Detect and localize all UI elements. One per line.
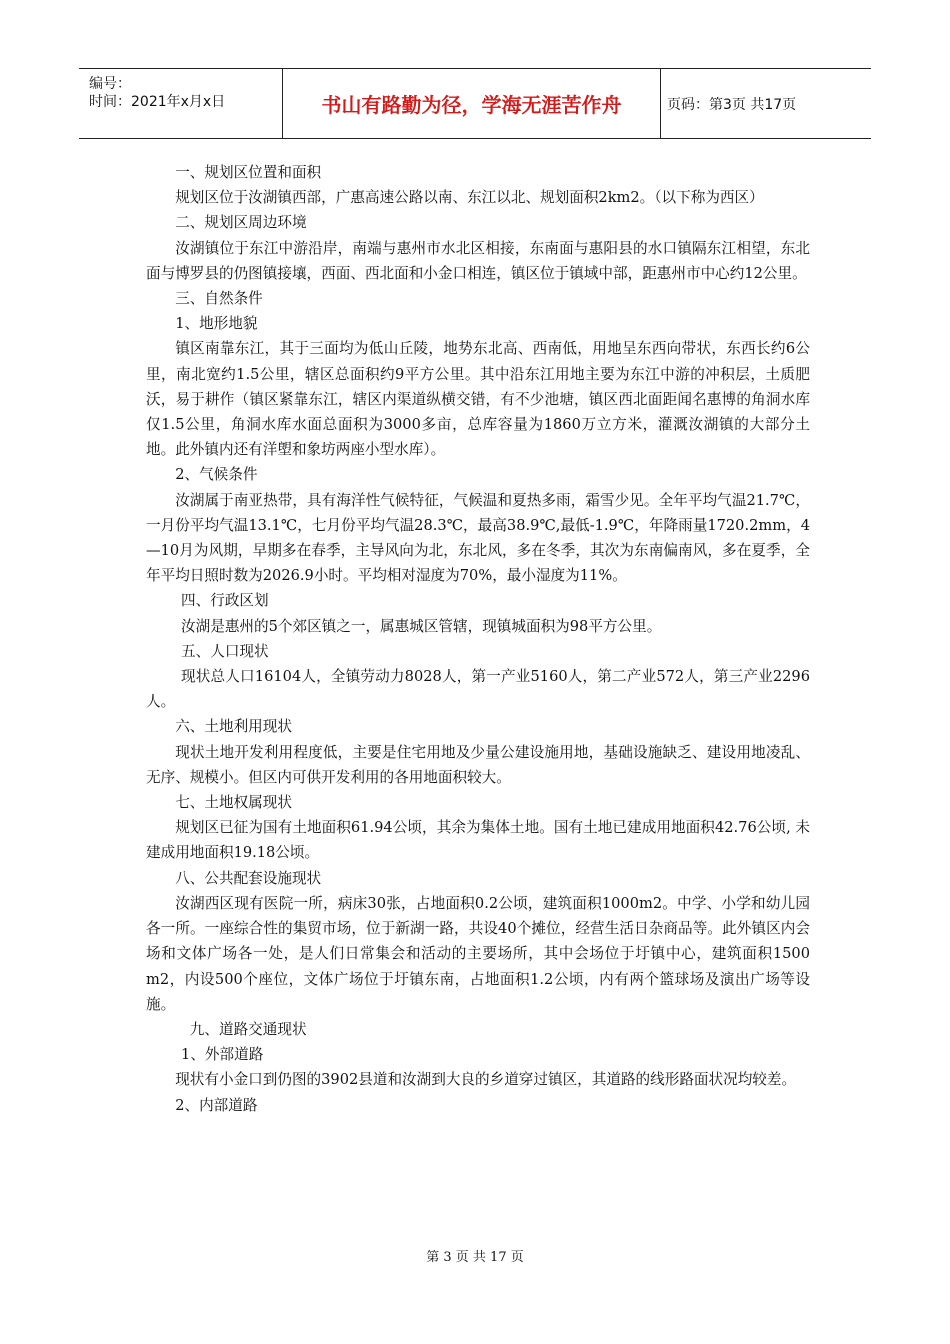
document-number-label: 编号： (89, 76, 131, 92)
paragraph: 汝湖属于南亚热带，具有海洋性气候特征，气候温和夏热多雨，霜雪少见。全年平均气温21.7℃，一月份平均气温13.1℃，七月份平均气温28.3℃，最高38.9℃,最低-1.9℃，年降雨量1720.2mm，4—10月为风期，早期多在春季，主导风向为北，东北风，多在冬季，其次为东南偏南风，多在夏季，全年平均日照时数为2026.9小时。平均相对湿度为70%，最小湿度为11%。 (146, 491, 810, 585)
paragraph: 现状土地开发利用程度低，主要是住宅用地及少量公建设施用地，基础设施缺乏、建设用地凌乱、无序、规模小。但区内可供开发利用的各用地面积较大。 (146, 743, 810, 786)
paragraph: 一、规划区位置和面积 (175, 164, 322, 181)
paragraph: 2、内部道路 (175, 1096, 258, 1114)
paragraph: 1、外部道路 (181, 1046, 264, 1064)
paragraph: 二、规划区周边环境 (175, 214, 307, 232)
document-time-label: 时间：2021年x月x日 (89, 94, 226, 110)
header-slogan: 书山有路勤为径，学海无涯苦作舟 (283, 69, 661, 138)
paragraph: 1、地形地貌 (175, 315, 258, 333)
document-body (146, 160, 810, 1118)
paragraph: 七、土地权属现状 (175, 794, 292, 812)
paragraph: 四、行政区划 (181, 592, 269, 610)
paragraph: 八、公共配套设施现状 (175, 869, 322, 887)
paragraph: 规划区位于汝湖镇西部，广惠高速公路以南、东江以北、规划面积2km2。（以下称为西区） (175, 189, 764, 207)
header-page-label: 页码：第3页 共17页 (667, 96, 797, 113)
paragraph: 2、气候条件 (175, 466, 258, 484)
paragraph: 九、道路交通现状 (189, 1020, 307, 1038)
footer-page-number: 第 3 页 共 17 页 (426, 1250, 524, 1265)
paragraph: 现状总人口16104人，全镇劳动力8028人，第一产业5160人，第二产业572人，第三产业2296人。 (146, 668, 810, 711)
paragraph: 汝湖西区现有医院一所，病床30张，占地面积0.2公顷，建筑面积1000m2。中学、小学和幼儿园各一所。一座综合性的集贸市场，位于新湖一路，共设40个摊位，经营生活日杂商品等。此外镇区内会场和文体广场各一处，是人们日常集会和活动的主要场所，其中会场位于圩镇中心，建筑面积1500 m2，内设500个座位，文体广场位于圩镇东南，占地面积1.2公顷，内有两个篮球场及演出广场等设施。 (146, 894, 810, 1013)
page-header (79, 68, 871, 139)
paragraph: 汝湖镇位于东江中游沿岸，南端与惠州市水北区相接，东南面与惠阳县的水口镇隔东江相望，东北面与博罗县的仍图镇接壤，西面、西北面和小金口相连，镇区位于镇域中部，距惠州市中心约12公里。 (146, 239, 810, 282)
paragraph: 规划区已征为国有土地面积61.94公顷，其余为集体土地。国有土地已建成用地面积42.76公顷, 未建成用地面积19.18公顷。 (146, 819, 810, 862)
paragraph: 六、土地利用现状 (175, 718, 292, 736)
paragraph: 现状有小金口到仍图的3902县道和汝湖到大良的乡道穿过镇区，其道路的线形路面状况均较差。 (175, 1071, 797, 1089)
paragraph: 镇区南靠东江，其于三面均为低山丘陵，地势东北高、西南低，用地呈东西向带状，东西长约6公里，南北宽约1.5公里，辖区总面积约9平方公里。其中沿东江用地主要为东江中游的冲积层，土质肥沃，易于耕作（镇区紧靠东江，辖区内渠道纵横交错，有不少池塘，镇区西北面距闻名惠博的角洞水库仅1.5公里，角洞水库水面总面积为3000多亩，总库容量为1860万立方米，灌溉汝湖镇的大部分土地。此外镇内还有洋塱和象坊两座小型水库）。 (146, 340, 810, 459)
page-footer (0, 1246, 950, 1265)
paragraph: 汝湖是惠州的5个郊区镇之一，属惠城区管辖，现镇城面积为98平方公里。 (181, 617, 662, 635)
paragraph: 五、人口现状 (181, 642, 269, 660)
header-info-cell (79, 69, 283, 138)
paragraph: 三、自然条件 (175, 290, 263, 308)
